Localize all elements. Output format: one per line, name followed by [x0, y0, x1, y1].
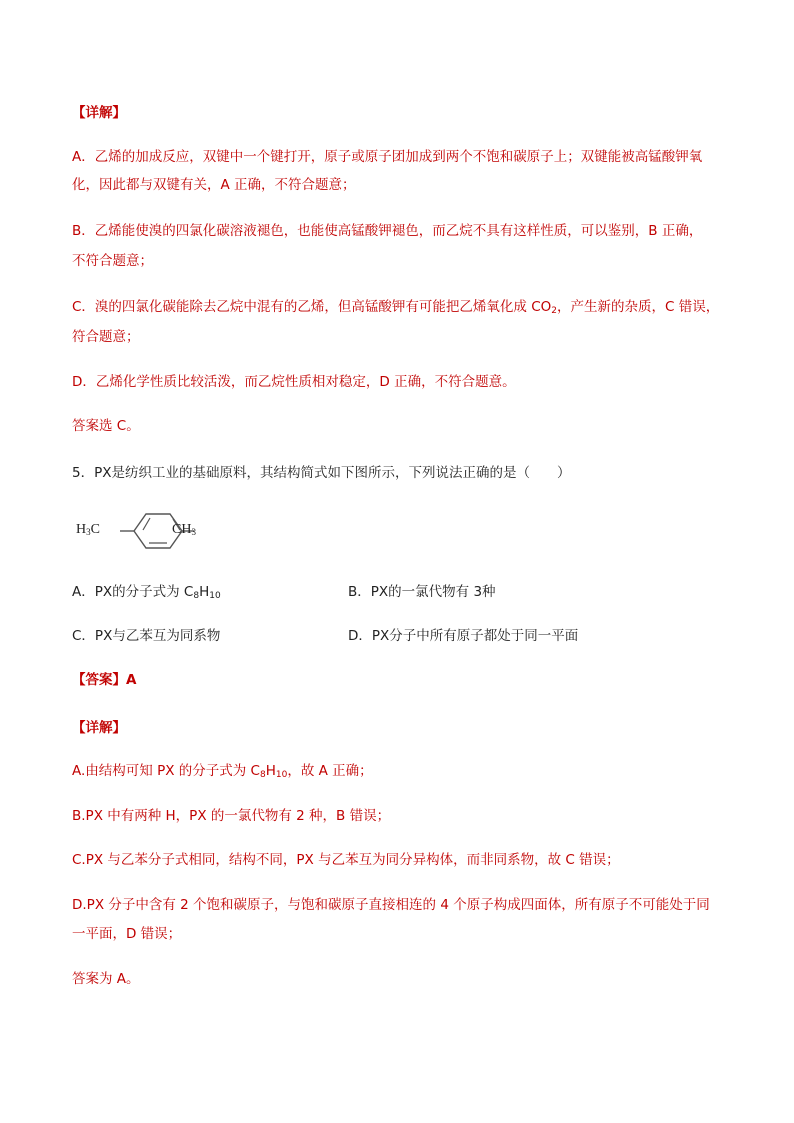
methyl-right-ch: CH — [172, 522, 192, 537]
detail-line-A1: A．乙烯的加成反应，双键中一个键打开，原子或原子团加成到两个不饱和碳原子上；双键能被高锰酸钾氧 — [72, 149, 703, 165]
answer-label: 【答案】 — [72, 672, 126, 688]
option-A-sub1: 8 — [193, 591, 200, 601]
detail2-line-D1: D.PX 分子中含有 2 个饱和碳原子，与饱和碳原子直接相连的 4 个原子构成四面体，所有原子不可能处于同 — [72, 897, 710, 913]
double-bond-3 — [143, 518, 150, 530]
detail2-line-A-tail: ，故 A 正确； — [287, 763, 373, 779]
detail2-answer: 答案为 A。 — [72, 971, 140, 987]
detail-heading: 【详解】 — [72, 105, 126, 121]
question-stem: 5．PX是纺织工业的基础原料，其结构简式如下图所示，下列说法正确的是（ ） — [72, 465, 571, 481]
methyl-right-sub: 3 — [191, 527, 196, 537]
methyl-left-c: C — [90, 522, 100, 537]
detail2-line-A — [72, 759, 732, 783]
detail-line-C1 — [72, 295, 732, 319]
detail2-line-D2: 一平面，D 错误； — [72, 926, 182, 942]
detail2-line-C: C.PX 与乙苯分子式相同，结构不同，PX 与乙苯互为同分异构体，而非同系物，故 C 错误； — [72, 852, 620, 868]
detail-line-C1-tail: ，产生新的杂质，C 错误， — [557, 299, 720, 315]
option-A-h: H — [199, 584, 210, 600]
detail2-line-A-sub2: 10 — [275, 770, 288, 780]
detail-line-B2: 不符合题意； — [72, 253, 153, 269]
option-A-sub2: 10 — [209, 591, 221, 601]
methyl-right — [172, 522, 196, 538]
detail2-line-A-text: A.由结构可知 PX 的分子式为 C — [72, 763, 260, 779]
detail2-line-A-sub1: 8 — [259, 770, 266, 780]
answer-line — [72, 668, 136, 692]
methyl-left-sub: 3 — [86, 527, 91, 537]
detail-line-B1: B．乙烯能使溴的四氯化碳溶液褪色，也能使高锰酸钾褪色，而乙烷不具有这样性质，可以鉴别，B 正确， — [72, 223, 703, 239]
option-C: C．PX与乙苯互为同系物 — [72, 628, 221, 644]
methyl-left — [76, 522, 100, 538]
detail-line-D: D．乙烯化学性质比较活泼，而乙烷性质相对稳定，D 正确，不符合题意。 — [72, 374, 516, 390]
option-A — [72, 580, 221, 604]
detail-answer: 答案选 C。 — [72, 418, 140, 434]
option-D: D．PX分子中所有原子都处于同一平面 — [348, 628, 579, 644]
answer-value: A — [126, 672, 137, 688]
detail-line-A2: 化，因此都与双键有关，A 正确，不符合题意； — [72, 177, 356, 193]
detail-line-C1-text: C．溴的四氯化碳能除去乙烷中混有的乙烯，但高锰酸钾有可能把乙烯氧化成 CO — [72, 299, 552, 315]
detail-line-C2: 符合题意； — [72, 329, 140, 345]
methyl-left-h: H — [76, 522, 87, 537]
detail-line-C1-sub: 2 — [551, 306, 558, 316]
detail2-heading: 【详解】 — [72, 720, 126, 736]
option-A-text: A．PX的分子式为 C — [72, 584, 194, 600]
option-B: B．PX的一氯代物有 3种 — [348, 584, 496, 600]
detail2-line-A-h: H — [265, 763, 276, 779]
detail2-line-B: B.PX 中有两种 H，PX 的一氯代物有 2 种，B 错误； — [72, 808, 391, 824]
px-structure-figure — [74, 506, 214, 556]
